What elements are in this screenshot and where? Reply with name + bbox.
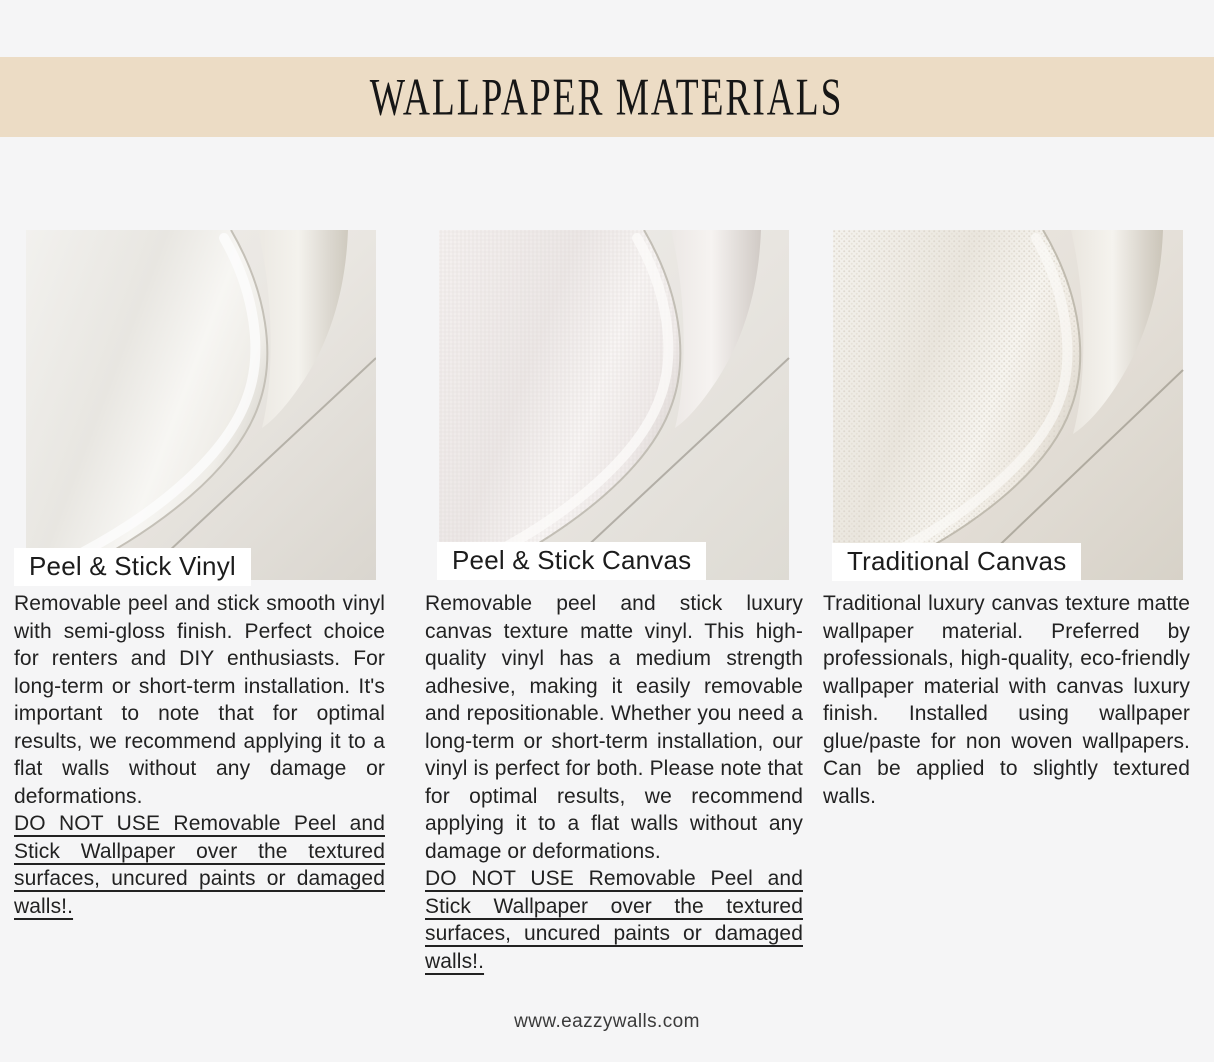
header-band	[0, 57, 1214, 137]
material-label-vinyl: Peel & Stick Vinyl	[14, 548, 251, 586]
page-title: WALLPAPER MATERIALS	[370, 67, 844, 127]
traditional-canvas-curl-illustration	[832, 230, 1184, 580]
smooth-vinyl-sample-photo	[26, 230, 376, 580]
website-url: www.eazzywalls.com	[514, 1011, 700, 1032]
material-warning: DO NOT USE Removable Peel and Stick Wallpaper over the textured surfaces, uncured paints or damaged walls!.	[14, 812, 385, 918]
vinyl-curl-illustration	[26, 230, 376, 580]
traditional-canvas-sample-photo	[832, 230, 1184, 580]
material-description: Removable peel and stick smooth vinyl with semi-gloss finish. Perfect choice for renters and DIY enthusiasts. For long-term or short-term installation. It's important to note that for optimal results, we recommend applying it to a flat walls without any damage or deformations.	[14, 592, 385, 808]
footer	[0, 1011, 1214, 1033]
material-description: Removable peel and stick luxury canvas texture matte vinyl. This high-quality vinyl has a medium strength adhesive, making it easily removable and repositionable. Whether you need a long-term or short-term installation, our vinyl is perfect for both. Please note that for optimal results, we recommend applying it to a flat walls without any damage or deformations.	[425, 592, 803, 863]
material-text-block	[14, 590, 385, 920]
material-label-canvas: Peel & Stick Canvas	[437, 542, 706, 580]
canvas-vinyl-sample-photo	[438, 230, 790, 580]
material-description: Traditional luxury canvas texture matte wallpaper material. Preferred by professionals, high-quality, eco-friendly wallpaper material with canvas luxury finish. Installed using wallpaper glue/paste for non woven wallpapers. Can be applied to slightly textured walls.	[823, 592, 1190, 808]
material-label-traditional: Traditional Canvas	[832, 543, 1081, 581]
material-warning: DO NOT USE Removable Peel and Stick Wallpaper over the textured surfaces, uncured paints or damaged walls!.	[425, 867, 803, 973]
material-text-block	[823, 590, 1190, 810]
canvas-curl-illustration	[438, 230, 790, 580]
material-text-block	[425, 590, 803, 975]
